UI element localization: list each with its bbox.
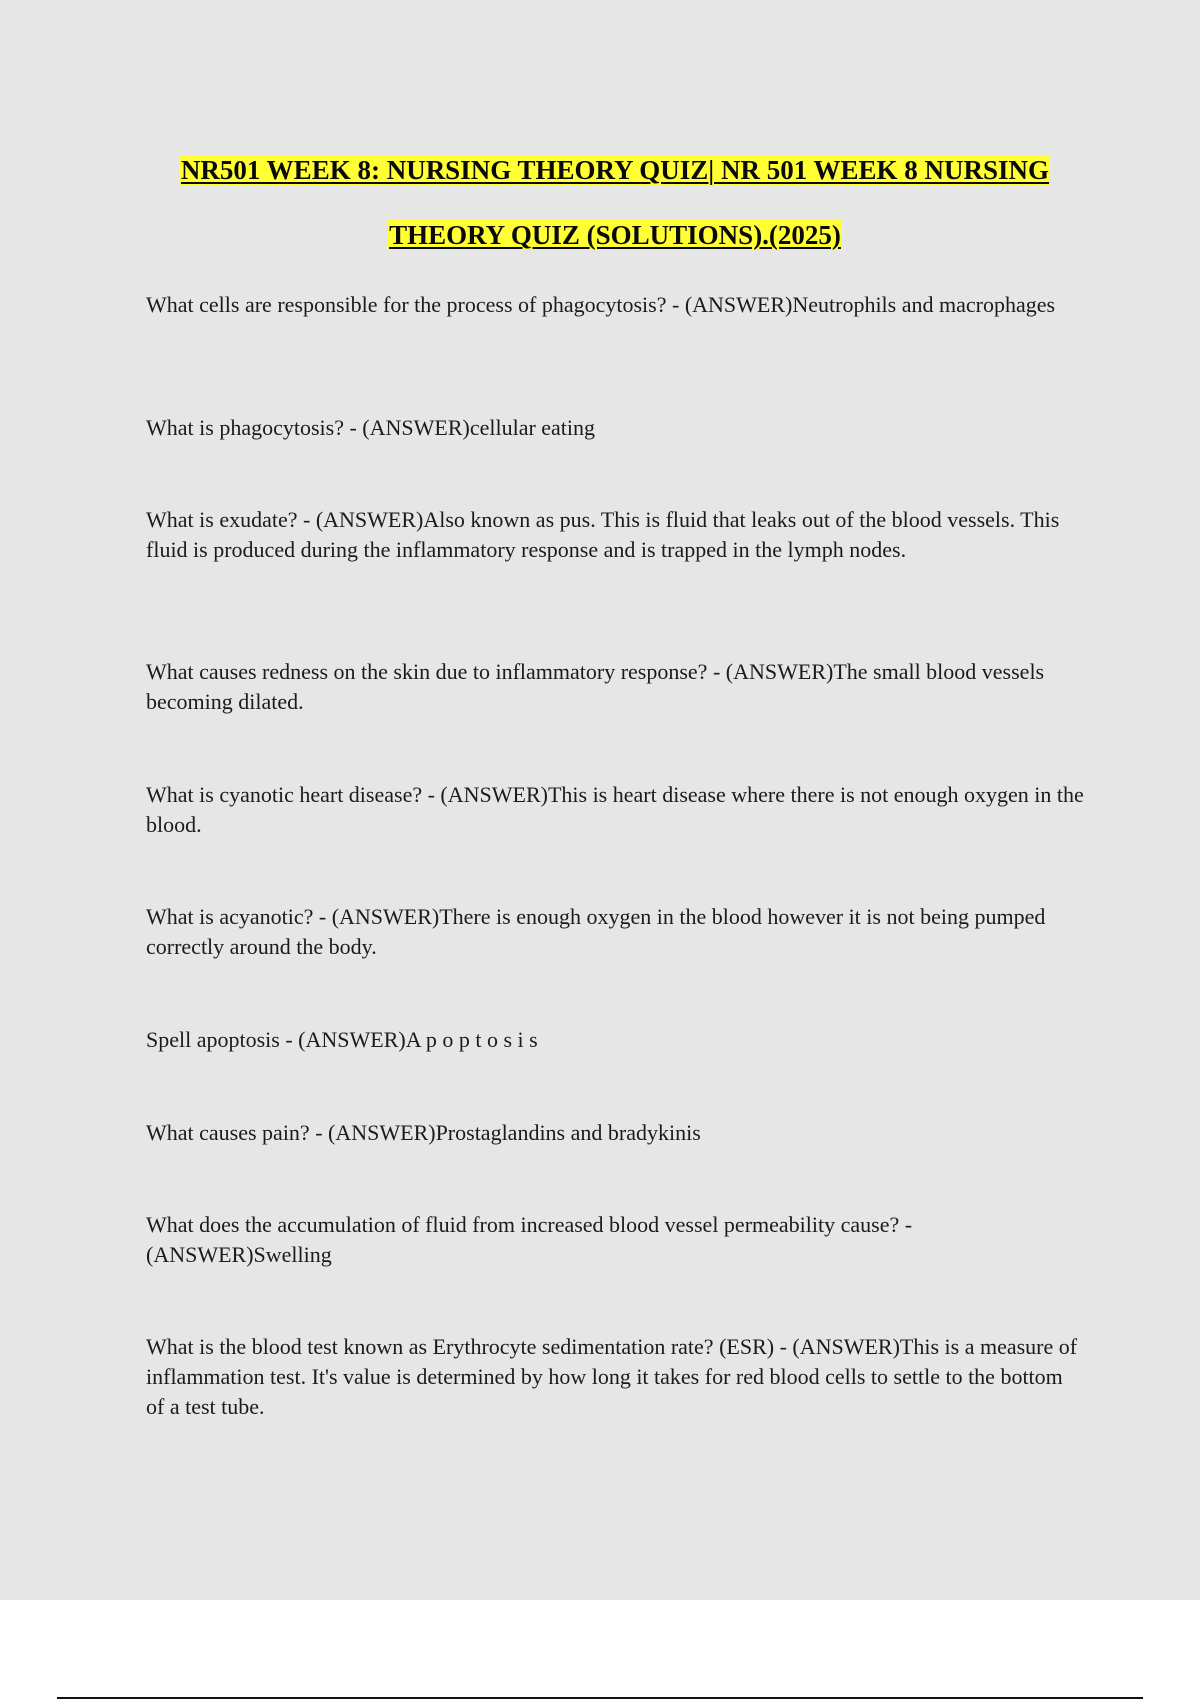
qa-item-10: What is the blood test known as Erythrocyte sedimentation rate? (ESR) - (ANSWER)This is a measure of inflammation test. It's value is determined by how long it takes for red blood cells to settle to the bottom of a test tube.: [146, 1334, 1078, 1419]
qa-item-1: What cells are responsible for the process of phagocytosis? - (ANSWER)Neutrophils and macrophages: [146, 292, 1056, 317]
qa-item-8: What causes pain? - (ANSWER)Prostaglandins and bradykinis: [146, 1120, 701, 1145]
page-divider-line: [57, 1697, 1143, 1699]
qa-item-2: What is phagocytosis? - (ANSWER)cellular eating: [146, 415, 596, 440]
qa-item-3: What is exudate? - (ANSWER)Also known as pus. This is fluid that leaks out of the blood vessels. This fluid is produced during the inflammatory response and is trapped in the lymph nodes.: [146, 507, 1060, 562]
qa-item-7: Spell apoptosis - (ANSWER)A p o p t o s i s: [146, 1027, 538, 1052]
document-title: [140, 138, 1090, 268]
qa-item-5: What is cyanotic heart disease? - (ANSWER)This is heart disease where there is not enough oxygen in the blood.: [146, 782, 1084, 837]
qa-item-6: What is acyanotic? - (ANSWER)There is enough oxygen in the blood however it is not being pumped correctly around the body.: [146, 904, 1046, 959]
qa-item-4: What causes redness on the skin due to inflammatory response? - (ANSWER)The small blood vessels becoming dilated.: [146, 659, 1045, 714]
document-title-text: NR501 WEEK 8: NURSING THEORY QUIZ| NR 501 WEEK 8 NURSING THEORY QUIZ (SOLUTIONS).(2025): [180, 155, 1050, 250]
qa-item-9: What does the accumulation of fluid from increased blood vessel permeability cause? - (ANSWER)Swelling: [146, 1212, 913, 1267]
